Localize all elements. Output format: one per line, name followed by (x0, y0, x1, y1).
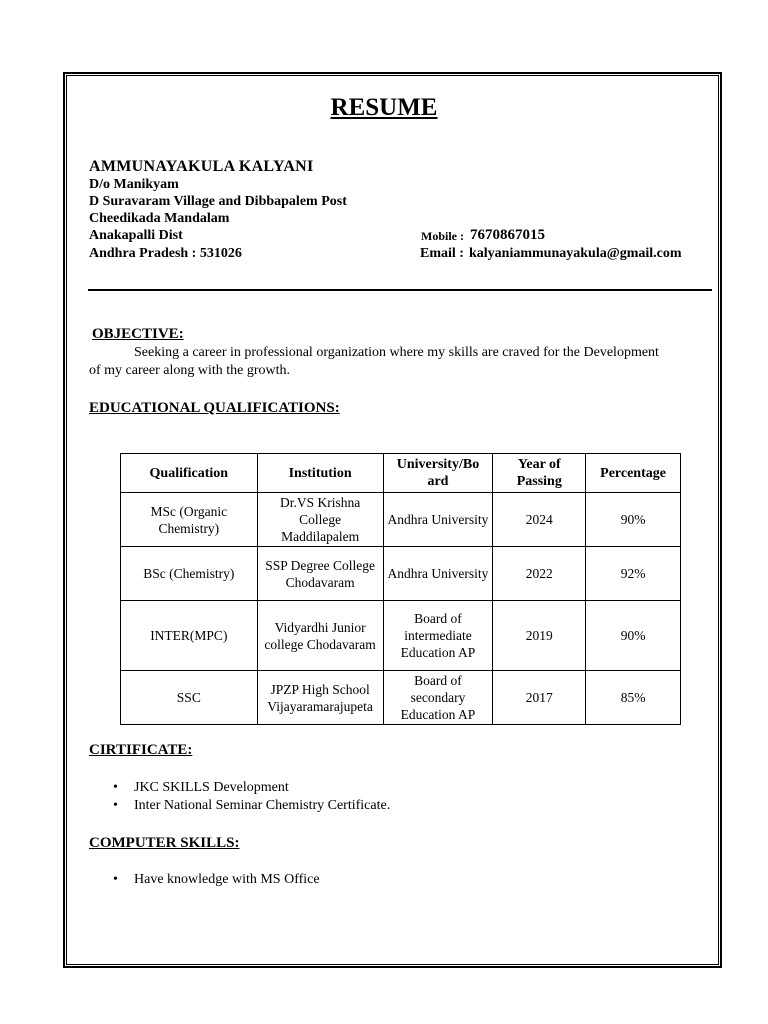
column-header: Qualification (121, 454, 258, 493)
address-line-1: D Suravaram Village and Dibbapalem Post (89, 194, 347, 209)
table-cell: Board of intermediate Education AP (383, 601, 493, 671)
table-cell: 2017 (493, 671, 586, 725)
address-line-2: Cheedikada Mandalam (89, 211, 230, 226)
table-cell: 2024 (493, 493, 586, 547)
table-cell: Board of secondary Education AP (383, 671, 493, 725)
address-line-3: Anakapalli Dist (89, 228, 183, 243)
objective-text-line-2: of my career along with the growth. (89, 363, 290, 378)
table-row (121, 601, 681, 671)
column-header: Institution (257, 454, 383, 493)
table-cell: 90% (586, 493, 681, 547)
certificate-heading: CIRTIFICATE: (89, 742, 193, 758)
parent-name: D/o Manikyam (89, 177, 179, 192)
address-line-4: Andhra Pradesh : 531026 (89, 246, 242, 261)
candidate-name: AMMUNAYAKULA KALYANI (89, 158, 314, 175)
column-header: Percentage (586, 454, 681, 493)
table-cell: JPZP High School Vijayaramarajupeta (257, 671, 383, 725)
table-cell: MSc (Organic Chemistry) (121, 493, 258, 547)
table-cell: INTER(MPC) (121, 601, 258, 671)
table-cell: Andhra University (383, 547, 493, 601)
computer-skills-list (110, 871, 320, 889)
objective-heading: OBJECTIVE: (92, 326, 184, 342)
list-item: • Inter National Seminar Chemistry Certificate. (110, 797, 390, 815)
table-cell: SSC (121, 671, 258, 725)
list-item: • JKC SKILLS Development (110, 779, 390, 797)
table-cell: 85% (586, 671, 681, 725)
column-header: Year of Passing (493, 454, 586, 493)
education-table (120, 453, 681, 725)
table-cell: Dr.VS Krishna College Maddilapalem (257, 493, 383, 547)
mobile-label: Mobile : (421, 229, 464, 243)
table-cell: 2022 (493, 547, 586, 601)
table-row (121, 493, 681, 547)
header-divider (88, 289, 712, 291)
email-address: kalyaniammunayakula@gmail.com (469, 246, 682, 261)
education-heading: EDUCATIONAL QUALIFICATIONS: (89, 400, 340, 416)
resume-title: RESUME (330, 94, 438, 121)
mobile-number: 7670867015 (470, 227, 545, 243)
table-cell: Vidyardhi Junior college Chodavaram (257, 601, 383, 671)
table-row (121, 671, 681, 725)
certificate-list (110, 779, 390, 815)
table-cell: SSP Degree College Chodavaram (257, 547, 383, 601)
table-row (121, 547, 681, 601)
table-cell: 2019 (493, 601, 586, 671)
computer-skills-heading: COMPUTER SKILLS: (89, 835, 240, 851)
table-cell: BSc (Chemistry) (121, 547, 258, 601)
table-header-row (121, 454, 681, 493)
email-label: Email : (420, 246, 464, 261)
list-item: • Have knowledge with MS Office (110, 871, 320, 889)
objective-text-line-1: Seeking a career in professional organization where my skills are craved for the Development (134, 345, 659, 360)
table-cell: Andhra University (383, 493, 493, 547)
column-header: University/Bo ard (383, 454, 493, 493)
table-cell: 90% (586, 601, 681, 671)
table-cell: 92% (586, 547, 681, 601)
